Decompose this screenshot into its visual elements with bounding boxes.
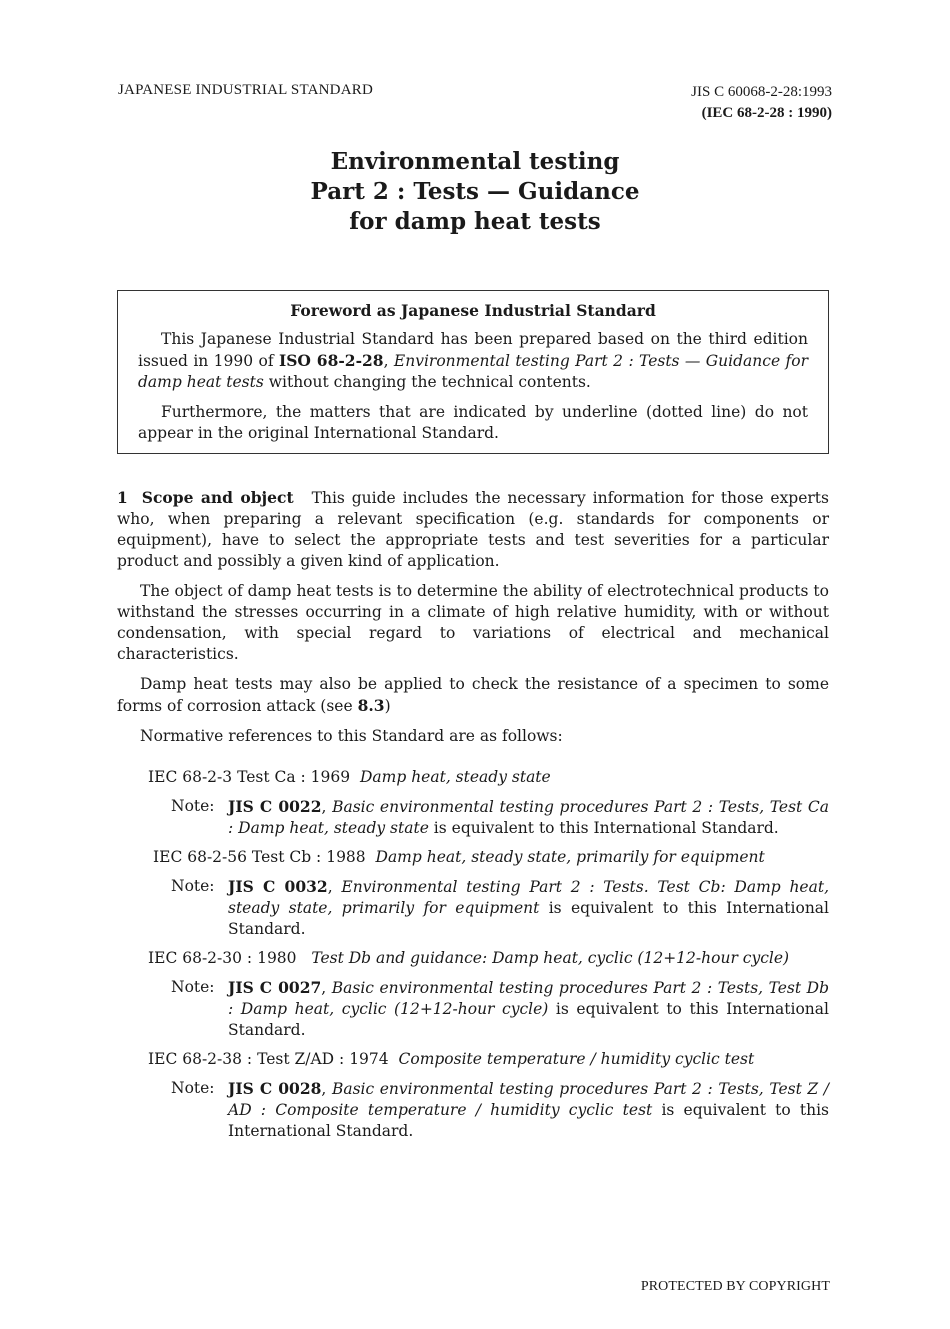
note-label: Note:: [171, 1079, 215, 1097]
reference-item: [148, 1049, 829, 1070]
reference-item: [148, 767, 829, 788]
jis-reference: JIS C 0032: [228, 877, 328, 896]
jis-number: JIS C 60068-2-28:1993: [691, 84, 832, 100]
reference-id: IEC 68-2-3 Test Ca : 1969: [148, 768, 351, 786]
jis-reference: JIS C 0022: [228, 797, 322, 816]
note-text: JIS C 0027, Basic environmental testing procedures Part 2 : Tests, Test Db : Damp heat, cyclic (12+12-hour cycle) is equivalent to this International Standard.: [228, 978, 830, 1039]
clause-reference: 8.3: [357, 696, 385, 715]
reference-id: IEC 68-2-30 : 1980: [148, 949, 297, 967]
iso-title: Environmental testing Part 2 : Tests — Guidance for damp heat tests: [138, 352, 808, 391]
iec-number: (IEC 68-2-28 : 1990): [701, 105, 832, 121]
note-tail: is equivalent to this International Standard.: [428, 819, 779, 837]
foreword-text: without changing the technical contents.: [263, 373, 591, 391]
jis-reference: JIS C 0028: [228, 1079, 322, 1098]
reference-title: Damp heat, steady state, primarily for equipment: [375, 848, 765, 866]
copyright-footer: PROTECTED BY COPYRIGHT: [640, 1279, 830, 1294]
normative-references: [117, 767, 829, 1142]
jis-reference: JIS C 0027: [228, 978, 322, 997]
foreword-heading: Foreword as Japanese Industrial Standard: [290, 301, 656, 320]
section-1: [117, 487, 829, 1150]
reference-title: Test Db and guidance: Damp heat, cyclic (12+12-hour cycle): [311, 949, 790, 967]
reference-item: [153, 847, 829, 868]
header-standard-name: JAPANESE INDUSTRIAL STANDARD: [118, 82, 373, 98]
title-line-2: Part 2 : Tests — Guidance: [310, 178, 640, 205]
section-text: This guide includes the necessary information for those experts who, when preparing a relevant specification (e.g. standards for components or equipment), have to select the appropriate tests and test severities for a particular product and possibly a given kind of application.: [117, 489, 829, 570]
note-text: JIS C 0022, Basic environmental testing procedures Part 2 : Tests, Test Ca : Damp heat, steady state is equivalent to this International Standard.: [228, 797, 830, 837]
section-1-paragraph-1: [117, 487, 829, 572]
section-title: Scope and object: [141, 488, 294, 507]
reference-id: IEC 68-2-38 : Test Z/AD : 1974: [148, 1050, 389, 1068]
reference-title: Composite temperature / humidity cyclic test: [398, 1050, 755, 1068]
foreword-box: [117, 290, 829, 454]
foreword-paragraph-2: Furthermore, the matters that are indicated by underline (dotted line) do not appear in the original International Standard.: [138, 403, 808, 442]
reference-note: [171, 977, 829, 1041]
header-standard-numbers: [691, 82, 832, 124]
jis-title: Basic environmental testing procedures Part 2 : Tests, Test Z / AD : Composite temperature / humidity cyclic test: [228, 1080, 830, 1119]
section-1-paragraph-3: [117, 674, 829, 717]
jis-title: Basic environmental testing procedures Part 2 : Tests, Test Ca : Damp heat, steady state: [228, 798, 830, 837]
reference-title: Damp heat, steady state: [359, 768, 551, 786]
note-label: Note:: [171, 978, 215, 996]
note-text: JIS C 0028, Basic environmental testing procedures Part 2 : Tests, Test Z / AD : Composite temperature / humidity cyclic test is equivalent to this International Standard.: [228, 1079, 830, 1140]
section-text: Damp heat tests may also be applied to check the resistance of a specimen to some forms of corrosion attack (see: [117, 675, 829, 715]
reference-item: [148, 948, 829, 969]
section-1-paragraph-4: Normative references to this Standard are as follows:: [140, 727, 563, 745]
jis-title: Basic environmental testing procedures Part 2 : Tests, Test Db : Damp heat, cyclic (12+12-hour cycle): [228, 979, 830, 1018]
note-text: JIS C 0032, Environmental testing Part 2 : Tests. Test Cb: Damp heat, steady state, primarily for equipment is equivalent to this International Standard.: [228, 877, 830, 938]
foreword-paragraph-1: [138, 329, 808, 393]
title-line-1: Environmental testing: [330, 148, 620, 175]
section-text: ): [384, 697, 391, 715]
iso-reference: ISO 68-2-28: [278, 351, 384, 370]
document-title: [0, 147, 950, 237]
reference-note: [171, 876, 829, 940]
foreword-text: ,: [383, 352, 394, 370]
section-number: 1: [117, 488, 128, 507]
section-1-paragraph-2: The object of damp heat tests is to determine the ability of electrotechnical products to withstand the stresses occurring in a climate of high relative humidity, with or without condensation, with special regard to variations of electrical and mechanical characteristics.: [117, 582, 829, 663]
title-line-3: for damp heat tests: [349, 208, 601, 235]
reference-note: [171, 796, 829, 839]
jis-title: Environmental testing Part 2 : Tests. Test Cb: Damp heat, steady state, primarily for equipment: [228, 878, 830, 917]
note-label: Note:: [171, 877, 215, 895]
reference-note: [171, 1078, 829, 1142]
note-tail: is equivalent to this International Standard.: [228, 1101, 829, 1140]
note-label: Note:: [171, 797, 215, 815]
note-tail: is equivalent to this International Standard.: [228, 1000, 829, 1039]
foreword-text: This Japanese Industrial Standard has been prepared based on the third edition issued in 1990 of: [138, 330, 808, 370]
note-tail: is equivalent to this International Standard.: [228, 899, 830, 938]
reference-id: IEC 68-2-56 Test Cb : 1988: [153, 848, 366, 866]
